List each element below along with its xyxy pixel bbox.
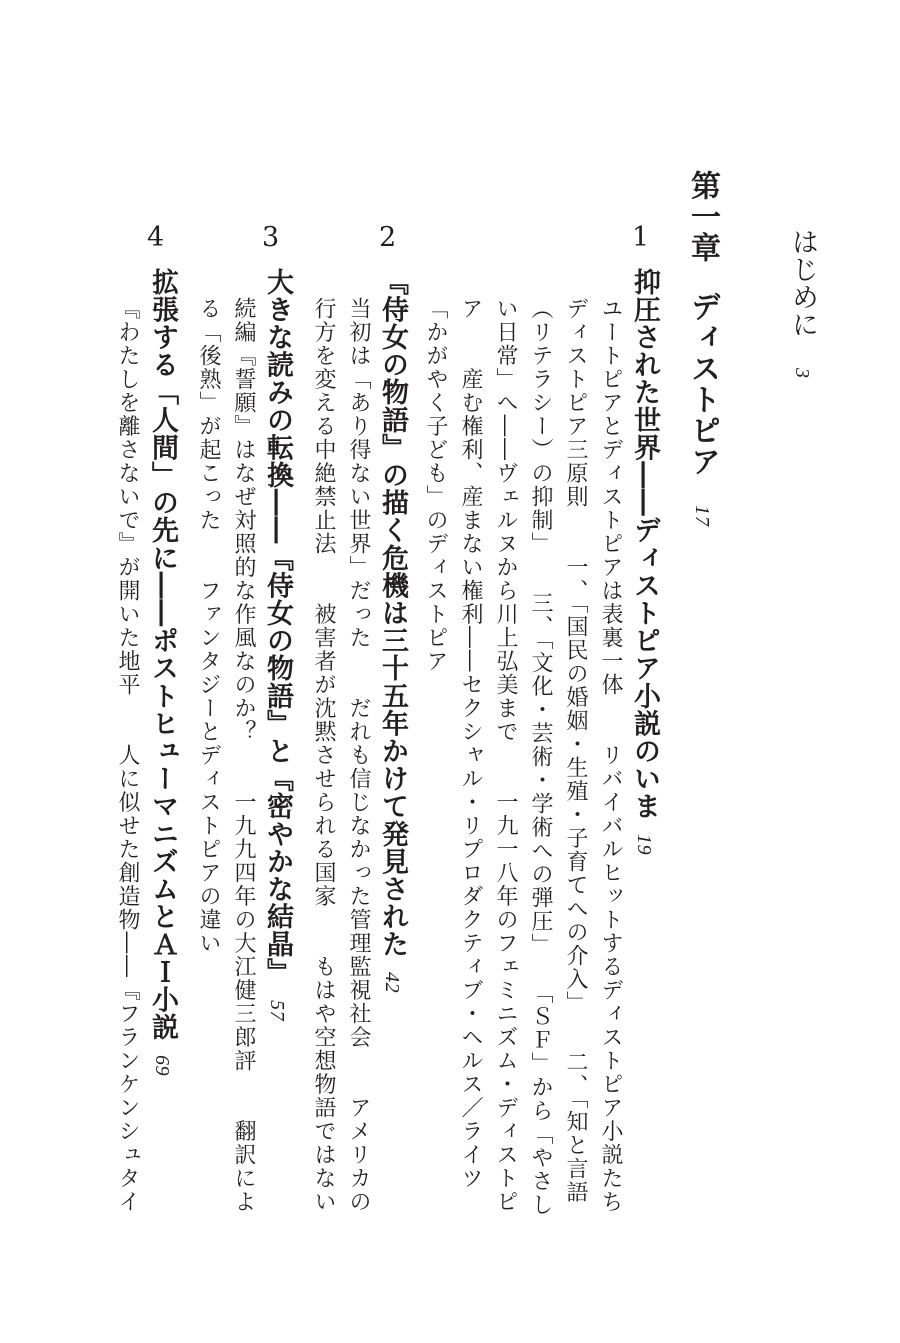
section-3-number: 3 [262, 222, 280, 253]
section-1-number: 1 [632, 222, 650, 253]
section-1-line-1: ユートピアとディストピアは表裏一体 リバイバルヒットするディストピア小説たち [598, 297, 623, 1214]
section-4-line-1: 『わたしを離さないで』が開いた地平 人に似せた創造物――『フランケンシュタイ [115, 297, 140, 1214]
section-3-page-number: 57 [266, 999, 288, 1021]
section-4-title: 拡張する「人間」の先に――ポストヒューマニズムとＡＩ小説 [147, 268, 178, 1041]
section-1-line-4: い日常」へ――ヴェルヌから川上弘美まで 一九一八年のフェミニズム・ディストピ [493, 297, 518, 1214]
intro-title: はじめに [787, 228, 818, 339]
intro-page-number: 3 [791, 368, 813, 380]
section-1-line-6: 「かがやく子ども」のディストピア [423, 297, 448, 673]
section-3-title: 大きな読みの転換――『侍女の物語』と『密やかな結晶』 [262, 268, 293, 986]
section-1-page-number: 19 [633, 834, 655, 856]
chapter-page-number: 17 [691, 505, 713, 527]
section-3-line-2: る「後熟」が起こった ファンタジーとディストピアの違い [196, 297, 221, 955]
section-3-line-1: 続編『誓願』はなぜ対照的な作風なのか？ 一九九四年の大江健三郎評 翻訳によ [231, 297, 256, 1214]
section-3-title-entry[interactable] [258, 268, 297, 1021]
chapter-heading[interactable] [680, 170, 724, 527]
section-4-title-entry[interactable] [143, 268, 182, 1076]
section-2-page-number: 42 [381, 972, 403, 994]
section-1-title: 抑圧された世界――ディストピア小説のいま [629, 268, 660, 820]
section-2-line-2: 行方を変える中絶禁止法 被害者が沈黙させられる国家 もはや空想物語ではない [311, 297, 336, 1214]
section-4-page-number: 69 [151, 1054, 173, 1077]
section-1-line-3: （リテラシー）の抑制」 三、「文化・芸術・学術への弾圧」 「ＳＦ」から「やさし [528, 297, 553, 1217]
section-2-line-1: 当初は「あり得ない世界」だった だれも信じなかった管理監視社会 アメリカの [346, 297, 371, 1214]
intro-entry[interactable] [783, 228, 822, 379]
section-2-title: 『侍女の物語』の描く危機は三十五年かけて発見された [377, 268, 408, 958]
section-1-title-entry[interactable] [625, 268, 664, 855]
section-2-number: 2 [379, 222, 397, 253]
chapter-label: 第一章 [685, 170, 720, 263]
section-2-title-entry[interactable] [373, 268, 412, 993]
section-1-line-5: ア 産む権利、産まない権利――セクシャル・リプロダクティブ・ヘルス／ライツ [458, 297, 483, 1190]
section-4-number: 4 [147, 222, 165, 253]
chapter-title: ディストピア [685, 291, 720, 477]
section-1-line-2: ディストピア三原則 一、「国民の婚姻・生殖・子育てへの介入」 二、「知と言語 [563, 297, 588, 1204]
